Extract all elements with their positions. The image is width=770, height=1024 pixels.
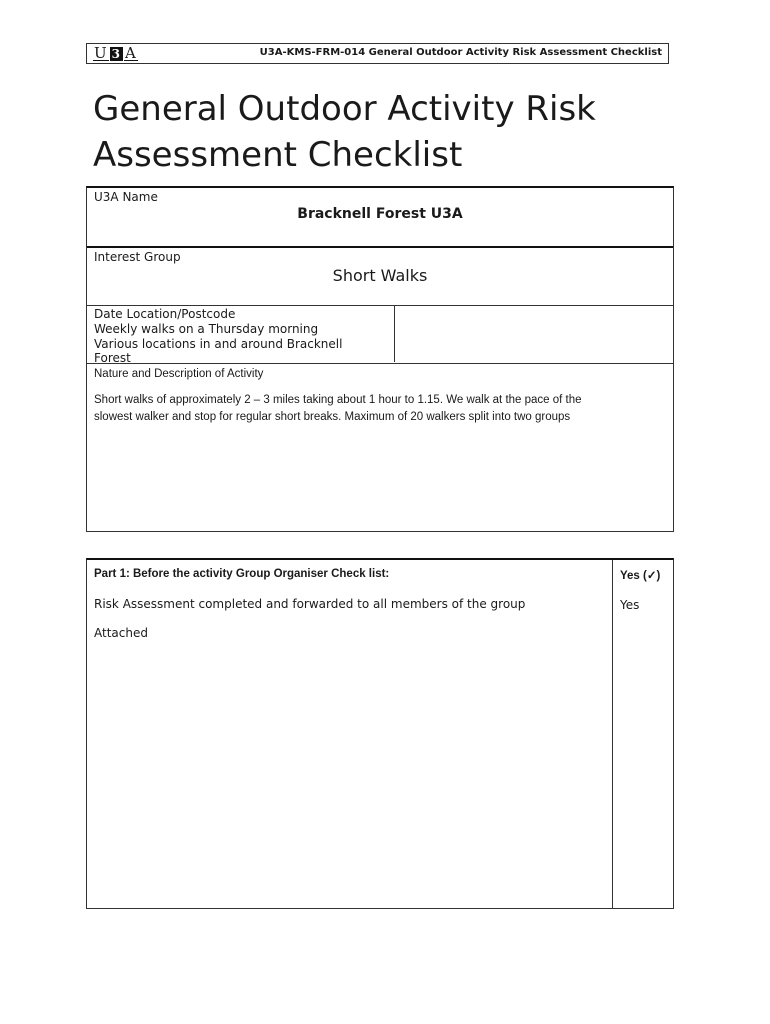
interest-group-row — [86, 246, 674, 306]
date-location-line-3: Forest — [94, 351, 131, 365]
date-location-line-1: Weekly walks on a Thursday morning — [94, 322, 319, 336]
checklist-item-value: Yes — [620, 598, 640, 612]
checklist-item-text: Attached — [94, 626, 148, 640]
nature-label: Nature and Description of Activity — [94, 368, 264, 380]
logo-u: U — [94, 44, 108, 62]
part1-heading: Part 1: Before the activity Group Organiser Check list: — [94, 568, 390, 580]
part1-column-divider — [612, 560, 613, 908]
nature-description — [94, 392, 664, 426]
date-location-line-2: Various locations in and around Bracknell — [94, 337, 343, 351]
title-line-1: General Outdoor Activity Risk — [93, 89, 596, 129]
nature-of-activity-row — [86, 364, 674, 532]
page-title — [93, 86, 693, 178]
nature-line-1: Short walks of approximately 2 – 3 miles taking about 1 hour to 1.15. We walk at the pace of the — [94, 394, 582, 406]
yes-column-heading: Yes (✓) — [620, 570, 661, 582]
date-column-divider — [394, 306, 395, 362]
document-reference: U3A-KMS-FRM-014 General Outdoor Activity Risk Assessment Checklist — [259, 47, 662, 58]
interest-group-value: Short Walks — [332, 266, 428, 285]
nature-line-2: slowest walker and stop for regular short breaks. Maximum of 20 walkers split into two groups — [94, 411, 571, 423]
checklist-item-text: Risk Assessment completed and forwarded to all members of the group — [94, 597, 526, 611]
title-line-2: Assessment Checklist — [93, 135, 463, 175]
u3a-logo — [93, 45, 138, 62]
u3a-name-row — [86, 186, 674, 248]
document-header — [86, 43, 669, 64]
logo-a: A — [125, 44, 137, 62]
date-location-label: Date Location/Postcode — [94, 307, 236, 321]
part1-checklist-table — [86, 558, 674, 909]
u3a-name-label: U3A Name — [94, 190, 158, 204]
logo-three: 3 — [111, 46, 122, 61]
u3a-name-value: Bracknell Forest U3A — [297, 206, 463, 222]
date-location-row — [86, 306, 674, 364]
interest-group-label: Interest Group — [94, 250, 181, 264]
